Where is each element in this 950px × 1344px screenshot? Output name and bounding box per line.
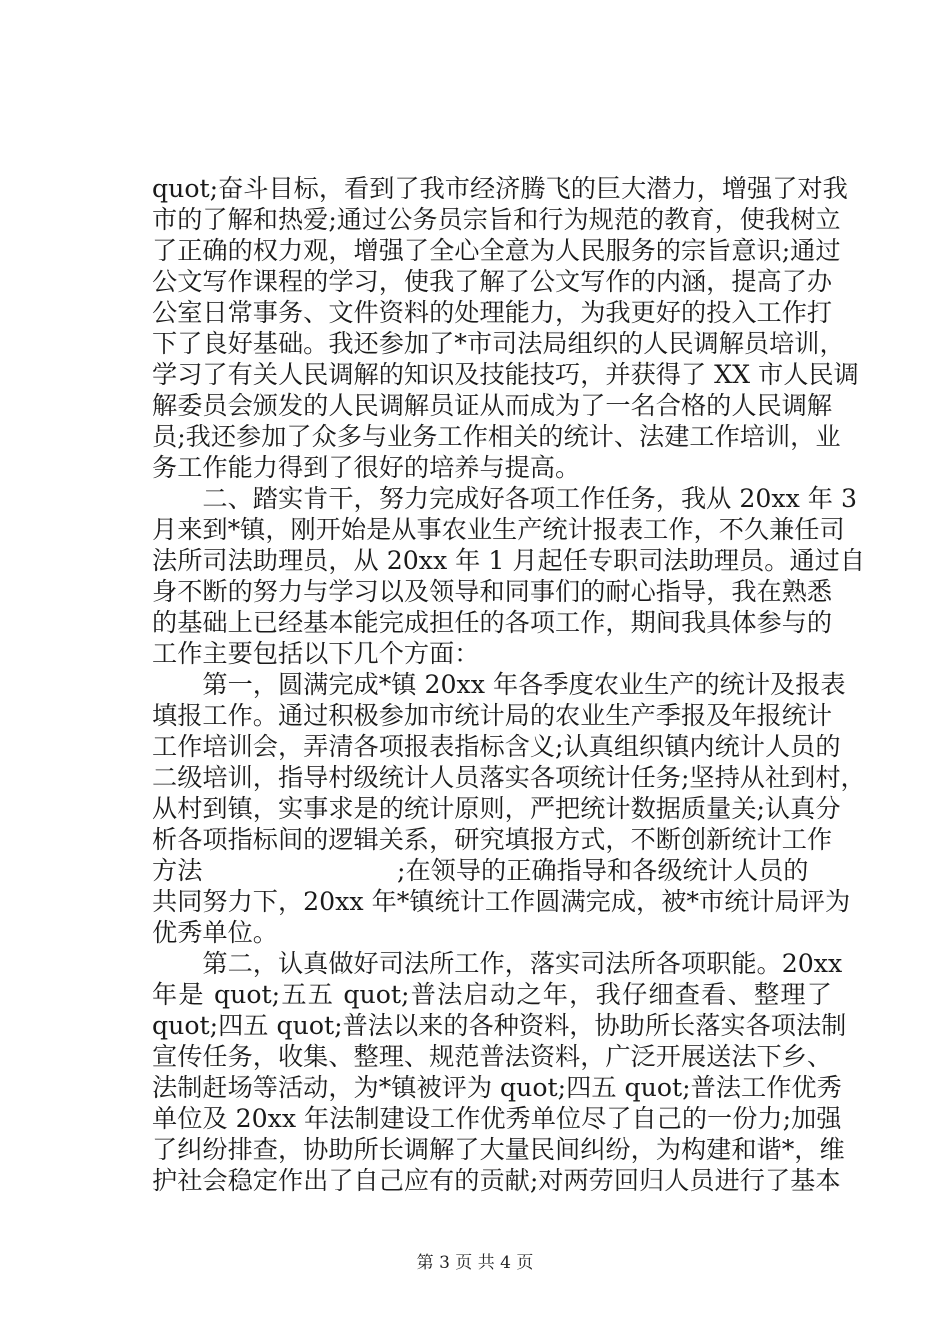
text-line: 年是 quot;五五 quot;普法启动之年，我仔细查看、整理了 — [152, 980, 832, 1009]
text-line-segment: 方法 — [152, 856, 203, 885]
text-line: 二级培训，指导村级统计人员落实各项统计任务;坚持从社到村， — [152, 763, 866, 792]
text-line: 公文写作课程的学习，使我了解了公文写作的内涵，提高了办 — [152, 267, 833, 296]
text-line: quot;四五 quot;普法以来的各种资料，协助所长落实各项法制 — [152, 1011, 847, 1040]
text-line: 身不断的努力与学习以及领导和同事们的耐心指导，我在熟悉 — [152, 577, 833, 606]
text-line: 析各项指标间的逻辑关系，研究填报方式，不断创新统计工作 — [152, 825, 833, 854]
text-line: 解委员会颁发的人民调解员证从而成为了一名合格的人民调解 — [152, 391, 833, 420]
text-line: 工作主要包括以下几个方面： — [152, 639, 480, 668]
text-line-split — [152, 855, 832, 886]
text-line: 优秀单位。 — [152, 918, 278, 947]
text-line: 法制赶场等活动，为*镇被评为 quot;四五 quot;普法工作优秀 — [152, 1073, 842, 1102]
text-line: 二、踏实肯干，努力完成好各项工作任务，我从 20xx 年 3 — [152, 484, 858, 513]
text-line: 单位及 20xx 年法制建设工作优秀单位尽了自己的一份力;加强 — [152, 1104, 842, 1133]
text-line: 从村到镇，实事求是的统计原则，严把统计数据质量关;认真分 — [152, 794, 841, 823]
text-line: 第一，圆满完成*镇 20xx 年各季度农业生产的统计及报表 — [152, 670, 846, 699]
text-line: 工作培训会，弄清各项报表指标含义;认真组织镇内统计人员的 — [152, 732, 841, 761]
text-line: 员;我还参加了众多与业务工作相关的统计、法建工作培训，业 — [152, 422, 841, 451]
text-line: 宣传任务，收集、整理、规范普法资料，广泛开展送法下乡、 — [152, 1042, 833, 1071]
text-line: 的基础上已经基本能完成担任的各项工作，期间我具体参与的 — [152, 608, 833, 637]
text-line: 了正确的权力观，增强了全心全意为人民服务的宗旨意识;通过 — [152, 236, 841, 265]
text-line: 法所司法助理员，从 20xx 年 1 月起任专职司法助理员。通过自 — [152, 546, 866, 575]
text-line: 市的了解和热爱;通过公务员宗旨和行为规范的教育，使我树立 — [152, 205, 841, 234]
text-line: 务工作能力得到了很好的培养与提高。 — [152, 453, 581, 482]
text-line: 了纠纷排查，协助所长调解了大量民间纠纷，为构建和谐*，维 — [152, 1135, 845, 1164]
text-line: 下了良好基础。我还参加了*市司法局组织的人民调解员培训， — [152, 329, 845, 358]
text-line: 学习了有关人民调解的知识及技能技巧，并获得了 XX 市人民调 — [152, 360, 859, 389]
text-line: 护社会稳定作出了自己应有的贡献;对两劳回归人员进行了基本 — [152, 1166, 841, 1195]
text-line-segment: ;在领导的正确指导和各级统计人员的 — [397, 856, 809, 885]
text-line: 第二，认真做好司法所工作，落实司法所各项职能。20xx — [152, 949, 843, 978]
text-line: quot;奋斗目标，看到了我市经济腾飞的巨大潜力，增强了对我 — [152, 174, 848, 203]
text-line: 月来到*镇，刚开始是从事农业生产统计报表工作，不久兼任司 — [152, 515, 845, 544]
text-line: 填报工作。通过积极参加市统计局的农业生产季报及年报统计 — [152, 701, 833, 730]
text-line: 共同努力下，20xx 年*镇统计工作圆满完成，被*市统计局评为 — [152, 887, 851, 916]
text-line: 公室日常事务、文件资料的处理能力，为我更好的投入工作打 — [152, 298, 833, 327]
page-number-footer: 第 3 页 共 4 页 — [416, 1253, 534, 1273]
